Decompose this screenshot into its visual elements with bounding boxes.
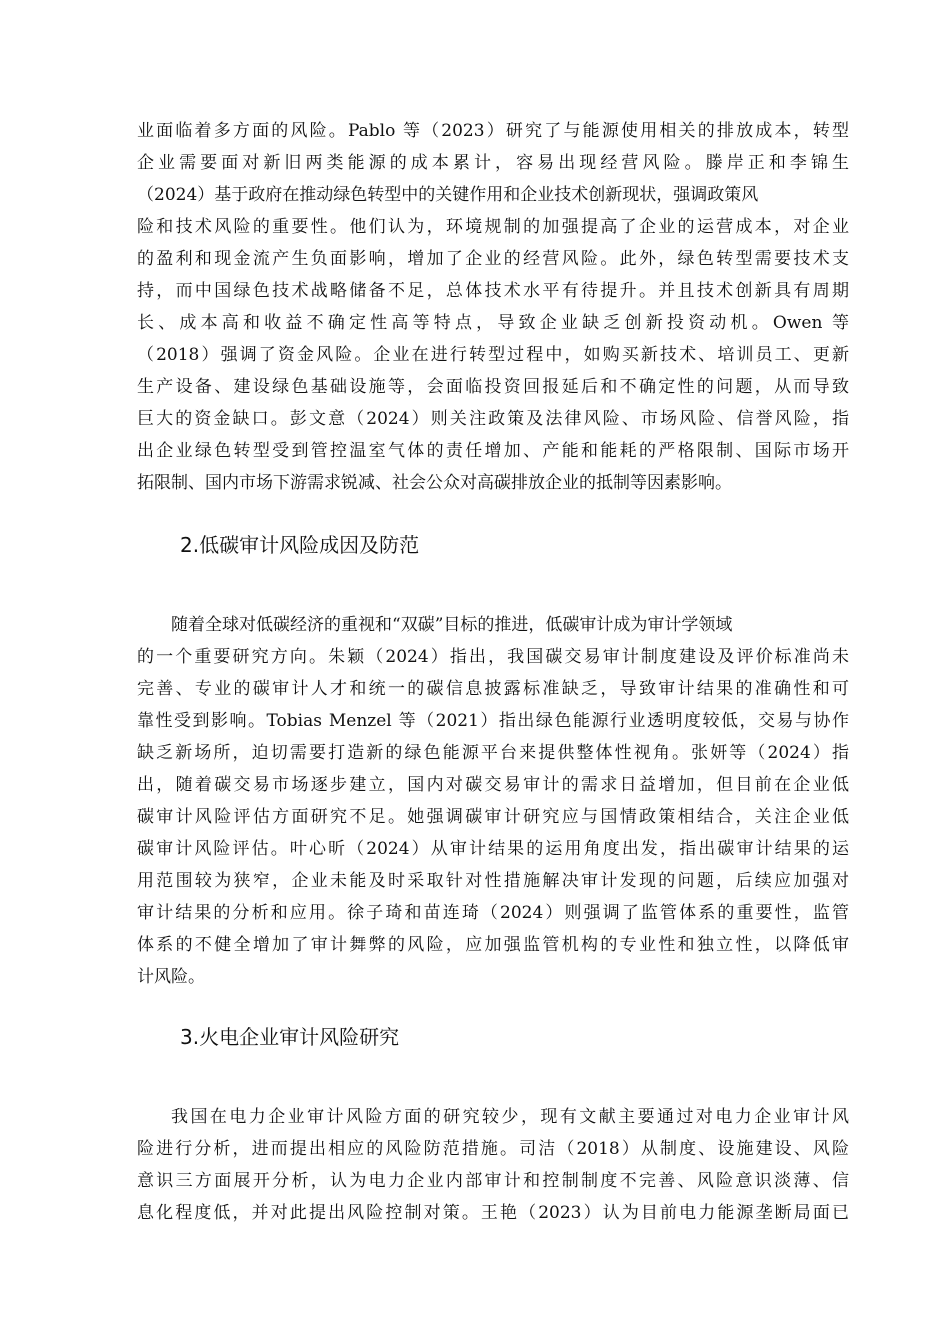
text-line: 体系的不健全增加了审计舞弊的风险，应加强监管机构的专业性和独立性，以降低审	[137, 935, 849, 955]
text-line: 碳审计风险评估。叶心昕（2024）从审计结果的运用角度出发，指出碳审计结果的运	[137, 839, 849, 859]
text-line: 审计结果的分析和应用。徐子琦和苗连琦（2024）则强调了监管体系的重要性，监管	[137, 903, 849, 923]
text-line: 完善、专业的碳审计人才和统一的碳信息披露标准缺乏，导致审计结果的准确性和可	[137, 679, 849, 699]
text-line: 的盈利和现金流产生负面影响，增加了企业的经营风险。此外，绿色转型需要技术支	[137, 249, 849, 269]
text-line: 我国在电力企业审计风险方面的研究较少，现有文献主要通过对电力企业审计风	[171, 1107, 849, 1127]
text-line: 息化程度低，并对此提出风险控制对策。王艳（2023）认为目前电力能源垄断局面已	[137, 1203, 849, 1223]
text-line: 巨大的资金缺口。彭文意（2024）则关注政策及法律风险、市场风险、信誉风险，指	[137, 409, 849, 429]
text-line: 计风险。	[137, 967, 205, 987]
text-line: 企业需要面对新旧两类能源的成本累计，容易出现经营风险。滕岸正和李锦生	[137, 153, 849, 173]
section-heading-low-carbon-audit: 2.低碳审计风险成因及防范	[180, 533, 420, 557]
text-line: 意识三方面展开分析，认为电力企业内部审计和控制制度不完善、风险意识淡薄、信	[137, 1171, 849, 1191]
text-line: 的一个重要研究方向。朱颖（2024）指出，我国碳交易审计制度建设及评价标准尚未	[137, 647, 849, 667]
section-heading-thermal-power-audit: 3.火电企业审计风险研究	[180, 1025, 400, 1049]
text-line: 出企业绿色转型受到管控温室气体的责任增加、产能和能耗的严格限制、国际市场开	[137, 441, 849, 461]
text-line: 拓限制、国内市场下游需求锐减、社会公众对高碳排放企业的抵制等因素影响。	[137, 473, 732, 493]
text-line: 缺乏新场所，迫切需要打造新的绿色能源平台来提供整体性视角。张妍等（2024）指	[137, 743, 849, 763]
text-line: 用范围较为狭窄，企业未能及时采取针对性措施解决审计发现的问题，后续应加强对	[137, 871, 849, 891]
text-line: 险和技术风险的重要性。他们认为，环境规制的加强提高了企业的运营成本，对企业	[137, 217, 849, 237]
text-line: 长、成本高和收益不确定性高等特点，导致企业缺乏创新投资动机。Owen 等	[137, 313, 849, 333]
text-line: 持，而中国绿色技术战略储备不足，总体技术水平有待提升。并且技术创新具有周期	[137, 281, 849, 301]
text-line: 随着全球对低碳经济的重视和“双碳”目标的推进，低碳审计成为审计学领域	[171, 615, 733, 635]
text-line: 险进行分析，进而提出相应的风险防范措施。司洁（2018）从制度、设施建设、风险	[137, 1139, 849, 1159]
text-line: 靠性受到影响。Tobias Menzel 等（2021）指出绿色能源行业透明度较低，交易与协作	[137, 711, 849, 731]
text-line: 出，随着碳交易市场逐步建立，国内对碳交易审计的需求日益增加，但目前在企业低	[137, 775, 849, 795]
text-line: 碳审计风险评估方面研究不足。她强调碳审计研究应与国情政策相结合，关注企业低	[137, 807, 849, 827]
text-line: （2018）强调了资金风险。企业在进行转型过程中，如购买新技术、培训员工、更新	[137, 345, 849, 365]
text-line: 生产设备、建设绿色基础设施等，会面临投资回报延后和不确定性的问题，从而导致	[137, 377, 849, 397]
text-line: （2024）基于政府在推动绿色转型中的关键作用和企业技术创新现状，强调政策风	[137, 185, 759, 205]
text-line: 业面临着多方面的风险。Pablo 等（2023）研究了与能源使用相关的排放成本，转型	[137, 121, 849, 141]
